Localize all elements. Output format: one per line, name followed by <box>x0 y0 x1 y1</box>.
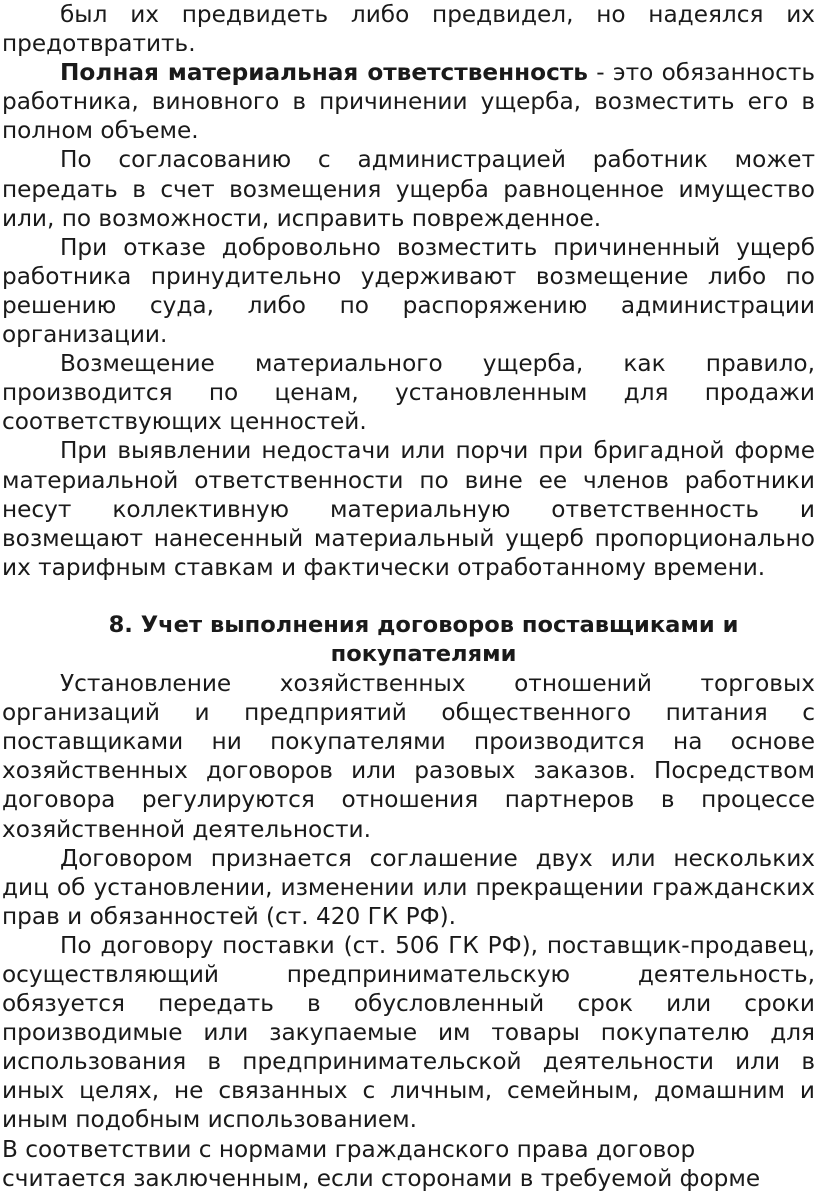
paragraph-text: - это обязанность работника, виновного в причинении ущерба, возместить его в полном объеме. <box>2 59 815 145</box>
paragraph-contract-definition <box>2 844 815 931</box>
paragraph-supply-contract <box>2 931 815 1135</box>
paragraph-text: был их предвидеть либо предвидел, но надеялся их предотвратить. <box>2 1 815 58</box>
paragraph-text: В соответствии с нормами гражданского права договор <box>2 1135 696 1163</box>
paragraph-continuation <box>2 0 815 58</box>
paragraph-text: считается заключенным, если сторонами в требуемой форме <box>2 1164 761 1192</box>
paragraph-compensation-prices <box>2 349 815 436</box>
closing-line <box>2 1164 815 1193</box>
paragraph-text: Договором признается соглашение двух или нескольких диц об установлении, изменении или прекращении гражданских прав и обязанностей (ст. 420 ГК РФ). <box>2 844 815 930</box>
paragraph-text: Возмещение материального ущерба, как правило, производится по ценам, установленным для продажи соответствующих ценностей. <box>2 350 815 436</box>
paragraph-agreement-administration <box>2 145 815 232</box>
paragraph-brigade-liability <box>2 436 815 581</box>
paragraph-text: По согласованию с администрацией работник может передать в счет возмещения ущерба равноценное имущество или, по возможности, исправить поврежденное. <box>2 146 815 232</box>
term-bold: Полная материальная ответственность <box>60 59 588 87</box>
paragraph-text: При отказе добровольно возместить причиненный ущерб работника принудительно удерживают возмещение либо по решению суда, либо по распоряжению администрации организации. <box>2 233 815 349</box>
closing-line <box>2 1135 815 1164</box>
paragraph-text: Установление хозяйственных отношений торговых организаций и предприятий общественного питания с поставщиками ни покупателями производится на основе хозяйственных договоров или разовых заказов. Посредством договора регулируются отношения партнеров в процессе хозяйственной деятельности. <box>2 670 815 843</box>
section-heading: 8. Учет выполнения договоров поставщиками и покупателями <box>108 611 739 667</box>
paragraph-full-liability <box>2 58 815 145</box>
paragraph-refusal <box>2 233 815 349</box>
paragraph-text: По договору поставки (ст. 506 ГК РФ), поставщик-продавец, осуществляющий предпринимательскую деятельность, обязуется передать в обусловленный срок или сроки производимые или закупаемые им товары покупателю для использования в предпринимательской деятельности или в иных целях, не связанных с личным, семейным, домашним и иным подобным использованием. <box>2 931 815 1134</box>
paragraph-business-relations <box>2 669 815 844</box>
paragraph-text: При выявлении недостачи или порчи при бригадной форме материальной ответственности по вине ее членов работники несут коллективную материальную ответственность и возмещают нанесенный материальный ущерб пропорционально их тарифным ставкам и фактически отработанному времени. <box>2 437 815 581</box>
